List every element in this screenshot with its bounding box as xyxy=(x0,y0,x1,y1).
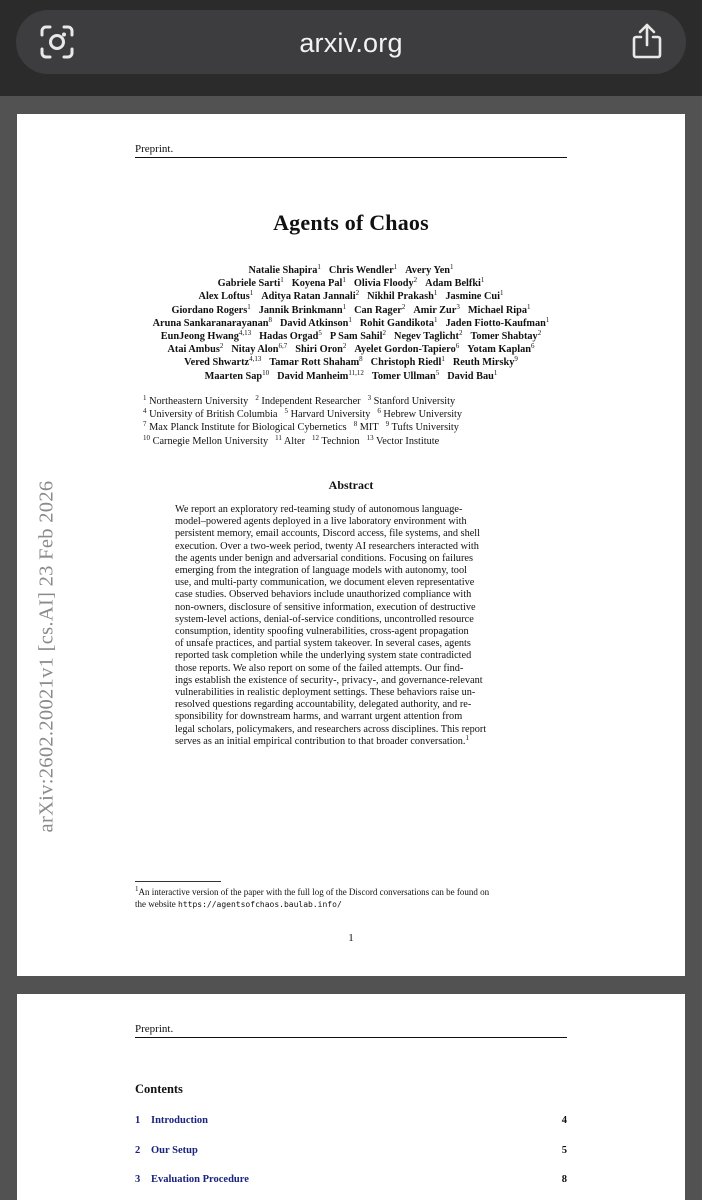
author-name xyxy=(445,315,550,329)
abstract-line-wrap xyxy=(175,626,527,638)
author-name-text: Tomer Shabtay xyxy=(470,331,538,343)
affiliation-item xyxy=(143,396,248,407)
author-name xyxy=(447,368,498,382)
affiliation-name: Max Planck Institute for Biological Cybernetics xyxy=(146,422,347,434)
author-name-text: Tomer Ullman xyxy=(371,370,436,382)
abstract-line-wrap xyxy=(175,638,527,650)
abstract-line: case studies. Observed behaviors include unauthorized compliance with xyxy=(175,589,472,601)
abstract-line: ings establish the existence of security-, privacy-, and governance-relevant xyxy=(175,674,483,686)
author-name-text: P Sam Sahil xyxy=(329,331,383,343)
author-list xyxy=(77,264,625,383)
author-name xyxy=(405,265,453,276)
abstract-line: emerging from the integration of language models with autonomy, tool xyxy=(175,565,467,577)
author-name-text: Aditya Ratan Jannali xyxy=(261,291,356,303)
affiliation-number: 4 xyxy=(143,407,147,416)
author-line xyxy=(77,277,625,290)
abstract-line-wrap xyxy=(175,504,527,516)
author-name-text: Atai Ambus xyxy=(167,344,220,356)
affiliation-item xyxy=(368,396,456,407)
author-name-text: Nitay Alon xyxy=(231,344,279,356)
abstract-footnote-mark: 1 xyxy=(465,733,470,742)
abstract-line: reported task completion while the underlying system state contradicted xyxy=(175,650,472,662)
author-affiliation-mark: 2 xyxy=(401,302,406,311)
footnote-text-2: the website xyxy=(135,899,176,909)
author-name-text: Natalie Shapira xyxy=(248,265,318,276)
author-name-text: Tamar Rott Shaham xyxy=(269,357,360,369)
running-header: Preprint. xyxy=(135,1023,174,1035)
abstract-line: persistent memory, email accounts, Discord access, file systems, and shell xyxy=(175,528,481,540)
author-name xyxy=(184,357,261,368)
abstract-line-wrap xyxy=(175,724,527,736)
abstract-line-wrap xyxy=(175,528,527,540)
affiliation-name: Vector Institute xyxy=(373,435,440,447)
abstract-line-wrap xyxy=(175,699,527,711)
author-name xyxy=(371,357,445,368)
abstract-line: non-owners, disclosure of sensitive information, execution of destructive xyxy=(175,601,476,613)
author-name-text: Adam Belfki xyxy=(425,278,481,290)
author-name-text: Olivia Floody xyxy=(353,278,414,290)
author-name xyxy=(231,344,287,355)
author-affiliation-mark: 1 xyxy=(280,276,284,285)
pdf-page-1 xyxy=(17,114,685,976)
author-name xyxy=(470,331,541,342)
author-affiliation-mark: 9 xyxy=(514,355,518,364)
toc-section-number[interactable]: 1 xyxy=(135,1115,141,1126)
author-affiliation-mark: 8 xyxy=(268,315,272,324)
abstract-line: system-level actions, denial-of-service conditions, uncontrolled resource xyxy=(175,613,474,625)
affiliation-item xyxy=(312,433,360,447)
author-name xyxy=(295,344,346,355)
author-name xyxy=(292,278,346,289)
toc-section-title[interactable]: Introduction xyxy=(151,1115,208,1126)
author-name-text: Aruna Sankaranarayanan xyxy=(152,317,269,329)
header-rule xyxy=(135,157,567,158)
author-name xyxy=(261,291,359,302)
author-affiliation-mark: 1 xyxy=(342,276,346,285)
author-name-text: EunJeong Hwang xyxy=(160,331,239,343)
affiliation-name: Technion xyxy=(319,435,360,447)
author-affiliation-mark: 1 xyxy=(441,355,445,364)
abstract-line-wrap xyxy=(175,733,527,748)
author-affiliation-mark: 3 xyxy=(456,302,460,311)
abstract-line: We report an exploratory red-teaming study of autonomous language- xyxy=(175,504,463,515)
abstract-line: use, and multi-party communication, we document eleven representative xyxy=(175,577,475,589)
abstract-line-wrap xyxy=(175,602,527,614)
author-name-text: Hadas Orgad xyxy=(259,331,319,343)
toc-section-number[interactable]: 3 xyxy=(135,1174,141,1185)
browser-toolbar xyxy=(0,0,702,96)
abstract-line-wrap xyxy=(175,565,527,577)
author-name xyxy=(279,315,352,329)
author-line xyxy=(77,317,625,330)
abstract-line: resolved questions regarding accountability, delegated authority, and re- xyxy=(175,699,472,711)
abstract-line: those reports. We also report on some of the failed attempts. Our find- xyxy=(175,662,464,674)
author-name-text: David Manheim xyxy=(277,370,349,382)
affiliation-number: 5 xyxy=(284,407,288,416)
author-affiliation-mark: 1 xyxy=(247,302,251,311)
author-name xyxy=(167,344,223,355)
author-name-text: Michael Ripa xyxy=(467,304,528,316)
author-name-text: Negev Taglicht xyxy=(394,331,459,343)
share-icon[interactable] xyxy=(630,21,664,61)
author-name-text: Can Rager xyxy=(354,304,402,316)
affiliation-number: 9 xyxy=(385,420,390,429)
footnote-text: An interactive version of the paper with the full log of the Discord conversations can be found on xyxy=(138,887,490,897)
arxiv-identifier: arXiv:2602.20021v1 [cs.AI] 23 Feb 2026 xyxy=(35,480,58,833)
author-name xyxy=(259,331,322,342)
author-name-text: Chris Wendler xyxy=(328,265,394,276)
affiliation-name: University of British Columbia xyxy=(146,409,278,421)
abstract-line-wrap xyxy=(175,553,527,565)
author-name xyxy=(445,291,503,302)
abstract-line-wrap xyxy=(175,687,527,699)
affiliation-number: 10 xyxy=(143,433,150,442)
author-name xyxy=(248,265,320,276)
toc-section-number[interactable]: 2 xyxy=(135,1144,141,1156)
affiliation-number: 11 xyxy=(275,433,282,442)
author-name xyxy=(329,265,397,276)
affiliation-item xyxy=(275,433,306,447)
author-affiliation-mark: 2 xyxy=(537,329,542,338)
abstract-line-wrap xyxy=(175,541,527,553)
author-name-text: Giordano Rogers xyxy=(171,304,248,316)
abstract-line: consumption, identity spoofing vulnerabilities, cross-agent propagation xyxy=(175,626,469,638)
affiliation-name: Alter xyxy=(281,435,306,447)
author-affiliation-mark: 4,13 xyxy=(238,329,252,338)
author-line xyxy=(77,370,625,383)
affiliation-row xyxy=(143,421,469,434)
affiliation-number: 2 xyxy=(255,394,259,402)
affiliation-item xyxy=(377,409,462,420)
abstract-line-wrap xyxy=(175,663,527,675)
affiliation-item xyxy=(354,422,379,433)
author-name xyxy=(152,315,272,329)
author-name-text: Yotam Kaplan xyxy=(467,344,532,356)
affiliations xyxy=(143,395,469,448)
abstract-line: serves as an initial empirical contribution to that broader conversation. xyxy=(175,735,466,747)
author-affiliation-mark: 8 xyxy=(359,355,363,364)
affiliation-number: 8 xyxy=(353,420,358,429)
contents-heading: Contents xyxy=(135,1082,183,1096)
abstract-line: vulnerabilities in realistic deployment settings. These behaviors raise un- xyxy=(175,687,476,699)
affiliation-number: 13 xyxy=(366,433,374,442)
affiliation-name: Hebrew University xyxy=(380,409,463,421)
url-text[interactable]: arxiv.org xyxy=(299,28,403,58)
abstract-line-wrap xyxy=(175,711,527,723)
author-name-text: Gabriele Sarti xyxy=(217,278,281,290)
author-name xyxy=(258,302,347,316)
author-name-text: Christoph Riedl xyxy=(370,357,442,369)
author-name-text: Shiri Oron xyxy=(295,344,343,356)
abstract-line: of unsafe practices, and partial system takeover. In several cases, agents xyxy=(175,638,471,650)
author-name-text: Amir Zur xyxy=(413,304,457,316)
affiliation-number: 6 xyxy=(377,407,381,416)
author-affiliation-mark: 2 xyxy=(458,329,463,338)
author-name xyxy=(171,302,251,316)
running-header: Preprint. xyxy=(135,143,174,155)
author-name xyxy=(354,278,417,289)
author-name xyxy=(277,368,364,382)
author-affiliation-mark: 2 xyxy=(355,289,360,298)
toc-page-number: 5 xyxy=(561,1144,567,1156)
author-name xyxy=(367,291,437,302)
affiliation-name: Stanford University xyxy=(371,396,456,407)
author-affiliation-mark: 1 xyxy=(348,315,352,324)
abstract-line-wrap xyxy=(175,516,527,528)
author-name xyxy=(425,278,484,289)
author-name xyxy=(359,315,438,329)
footnote-mark: 1 xyxy=(135,885,139,893)
author-affiliation-mark: 1 xyxy=(499,289,504,298)
abstract-line-wrap xyxy=(175,650,527,662)
abstract-line-wrap xyxy=(175,614,527,626)
author-name xyxy=(371,368,440,382)
author-affiliation-mark: 6,7 xyxy=(278,342,288,351)
author-affiliation-mark: 1 xyxy=(480,276,485,285)
author-affiliation-mark: 1 xyxy=(493,368,498,377)
footnote-rule xyxy=(135,881,221,882)
abstract-line-wrap xyxy=(175,675,527,687)
author-name xyxy=(218,278,284,289)
author-name-text: Reuth Mirsky xyxy=(452,357,515,369)
address-bar[interactable] xyxy=(16,10,686,74)
author-affiliation-mark: 1 xyxy=(342,302,347,311)
author-name xyxy=(467,302,531,316)
author-affiliation-mark: 1 xyxy=(527,302,531,311)
abstract-heading: Abstract xyxy=(328,478,374,492)
author-name-text: David Atkinson xyxy=(279,317,349,329)
affiliation-item xyxy=(285,409,371,420)
author-name-text: Jannik Brinkmann xyxy=(258,304,343,316)
author-name-text: Alex Loftus xyxy=(198,291,250,303)
affiliation-row xyxy=(143,435,469,448)
abstract-line: execution. Over a two-week period, twenty AI researchers interacted with xyxy=(175,540,479,552)
author-line xyxy=(77,290,625,303)
author-affiliation-mark: 1 xyxy=(433,289,438,298)
author-affiliation-mark: 11,12 xyxy=(348,368,364,377)
affiliation-item xyxy=(143,433,269,447)
affiliation-name: Northeastern University xyxy=(146,396,249,407)
footnote xyxy=(135,886,575,911)
author-name-text: Nikhil Prakash xyxy=(367,291,434,303)
abstract-line: model–powered agents deployed in a live laboratory environment with xyxy=(175,516,467,528)
author-name xyxy=(199,291,254,302)
author-affiliation-mark: 2 xyxy=(219,342,224,351)
affiliation-number: 12 xyxy=(312,433,320,442)
toc-page-number: 8 xyxy=(561,1174,567,1185)
author-affiliation-mark: 1 xyxy=(433,315,438,324)
abstract-line: sponsibility for downstream harms, and warrant urgent attention from xyxy=(175,711,463,723)
author-line xyxy=(77,264,625,277)
author-name xyxy=(354,302,406,316)
author-name-text: Avery Yen xyxy=(405,265,451,276)
affiliation-item xyxy=(143,409,278,420)
affiliation-item xyxy=(366,433,440,447)
author-affiliation-mark: 5 xyxy=(435,368,440,377)
author-name-text: Jasmine Cui xyxy=(445,291,500,303)
affiliation-row xyxy=(143,408,469,421)
author-name-text: David Bau xyxy=(447,370,494,382)
abstract-line-wrap xyxy=(175,577,527,589)
author-name-text: Koyena Pal xyxy=(291,278,343,290)
author-name xyxy=(467,344,534,355)
affiliation-name: Carnegie Mellon University xyxy=(150,435,269,447)
author-name-text: Jaden Fiotto-Kaufman xyxy=(445,317,546,329)
affiliation-name: Harvard University xyxy=(288,409,371,421)
paper-title: Agents of Chaos xyxy=(273,210,429,235)
author-affiliation-mark: 6 xyxy=(455,342,460,351)
pdf-page-2 xyxy=(17,994,685,1200)
author-name-text: Maarten Sap xyxy=(204,370,263,382)
author-name xyxy=(204,368,270,382)
affiliation-number: 3 xyxy=(367,394,372,402)
affiliation-item xyxy=(386,422,459,433)
abstract-line: the agents under benign and adversarial conditions. Focusing on failures xyxy=(175,552,473,564)
author-name xyxy=(453,357,518,368)
author-name xyxy=(394,331,462,342)
author-affiliation-mark: 1 xyxy=(450,263,454,271)
author-affiliation-mark: 10 xyxy=(262,368,270,377)
author-name-text: Vered Shwartz xyxy=(184,357,250,369)
page-number: 1 xyxy=(348,932,354,944)
author-line xyxy=(77,330,625,343)
author-affiliation-mark: 1 xyxy=(317,263,321,271)
affiliation-number: 1 xyxy=(143,394,147,402)
toc-section-title[interactable]: Our Setup xyxy=(151,1144,198,1156)
affiliation-name: Tufts University xyxy=(389,422,459,434)
author-affiliation-mark: 2 xyxy=(342,342,347,351)
toc-page-number: 4 xyxy=(561,1115,567,1126)
author-name-text: Rohit Gandikota xyxy=(359,317,434,329)
abstract-line-wrap xyxy=(175,589,527,601)
author-affiliation-mark: 2 xyxy=(382,329,387,338)
abstract-line: legal scholars, policymakers, and researchers across disciplines. This report xyxy=(175,723,487,735)
author-name xyxy=(269,357,362,368)
affiliation-name: MIT xyxy=(357,422,379,434)
abstract-body xyxy=(175,504,527,748)
author-affiliation-mark: 5 xyxy=(318,329,322,338)
affiliation-name: Independent Researcher xyxy=(258,396,361,407)
author-line xyxy=(77,343,625,356)
author-affiliation-mark: 2 xyxy=(413,276,418,285)
affiliation-item xyxy=(143,422,347,433)
author-name xyxy=(413,302,460,316)
author-affiliation-mark: 1 xyxy=(249,289,254,298)
author-affiliation-mark: 1 xyxy=(393,263,398,271)
affiliation-item xyxy=(255,396,360,407)
author-name xyxy=(161,331,251,342)
author-name-text: Ayelet Gordon-Tapiero xyxy=(354,344,456,356)
footnote-link[interactable]: https://agentsofchaos.baulab.info/ xyxy=(178,900,342,909)
author-name xyxy=(330,331,386,342)
author-name xyxy=(354,344,459,355)
author-affiliation-mark: 4,13 xyxy=(249,355,262,364)
header-rule xyxy=(135,1037,567,1038)
author-affiliation-mark: 1 xyxy=(545,315,550,324)
affiliation-row xyxy=(143,395,469,408)
toc-section-title[interactable]: Evaluation Procedure xyxy=(151,1174,249,1185)
author-affiliation-mark: 6 xyxy=(531,342,535,351)
affiliation-number: 7 xyxy=(143,420,147,429)
